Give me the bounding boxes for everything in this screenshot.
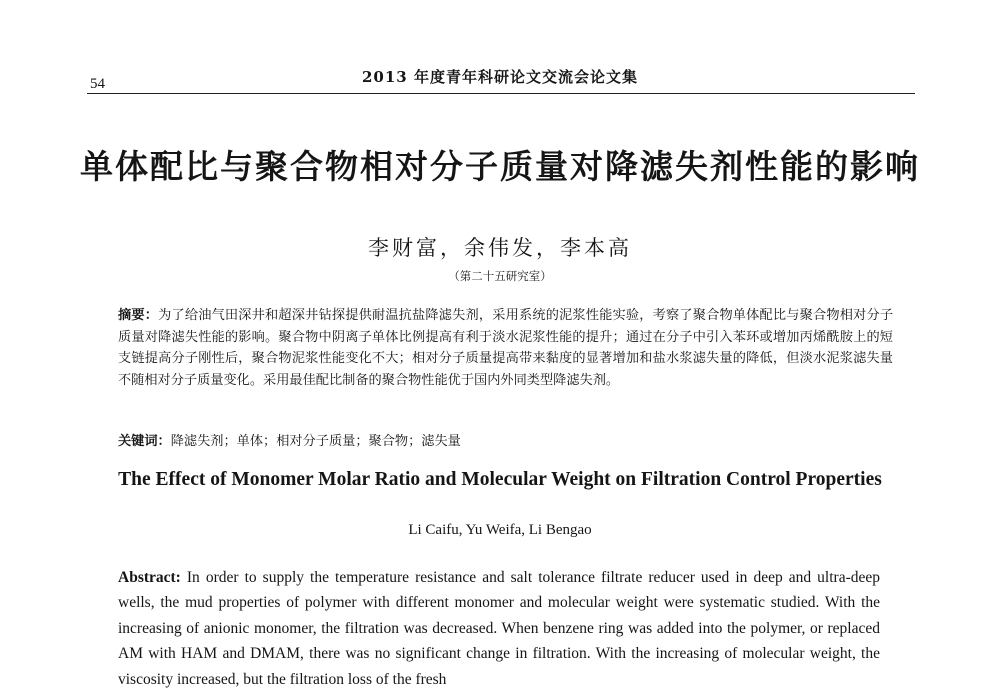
chinese-abstract-label: 摘要： [118,308,159,323]
chinese-authors: 李财富，余伟发，李本高 [368,236,632,260]
english-title: The Effect of Monomer Molar Ratio and Molecular Weight on Filtration Control Properties [118,469,882,490]
english-authors: Li Caifu, Yu Weifa, Li Bengao [408,522,592,538]
chinese-abstract [118,305,893,391]
english-abstract-label: Abstract: [118,569,181,586]
header-rule [87,93,915,94]
page-number: 54 [90,76,105,92]
chinese-abstract-text: 为了给油气田深井和超深井钻探提供耐温抗盐降滤失剂，采用系统的泥浆性能实验，考察了聚合物单体配比与聚合物相对分子质量对降滤失性能的影响。聚合物中阴离子单体比例提高有利于淡水泥浆性能的提升；通过在分子中引入苯环或增加丙烯酰胺上的短支链提高分子刚性后，聚合物泥浆性能变化不大；相对分子质量提高带来黏度的显著增加和盐水浆滤失量的降低，但淡水泥浆滤失量不随相对分子质量变化。采用最佳配比制备的聚合物性能优于国内外同类型降滤失剂。 [118,308,894,388]
running-title: 2013 年度青年科研论文交流会论文集 [362,68,638,86]
english-abstract-text: In order to supply the temperature resistance and salt tolerance filtrate reducer used in deep and ultra-deep wells, the mud properties of polymer with different monomer and molecular weight were systematic studied. With the increasing of anionic monomer, the filtration was decreased. When benzene ring was added into the polymer, or replaced AM with HAM and DMAM, there was no significant change in filtration. With the increasing of molecular weight, the viscosity increased, but the filtration loss of the fresh [118,569,880,688]
chinese-affiliation: （第二十五研究室） [448,269,552,283]
chinese-title: 单体配比与聚合物相对分子质量对降滤失剂性能的影响 [80,147,920,186]
chinese-keywords [118,430,893,449]
chinese-keywords-label: 关键词： [118,434,171,449]
english-abstract [118,565,880,692]
chinese-keywords-text: 降滤失剂；单体；相对分子质量；聚合物；滤失量 [170,434,461,449]
